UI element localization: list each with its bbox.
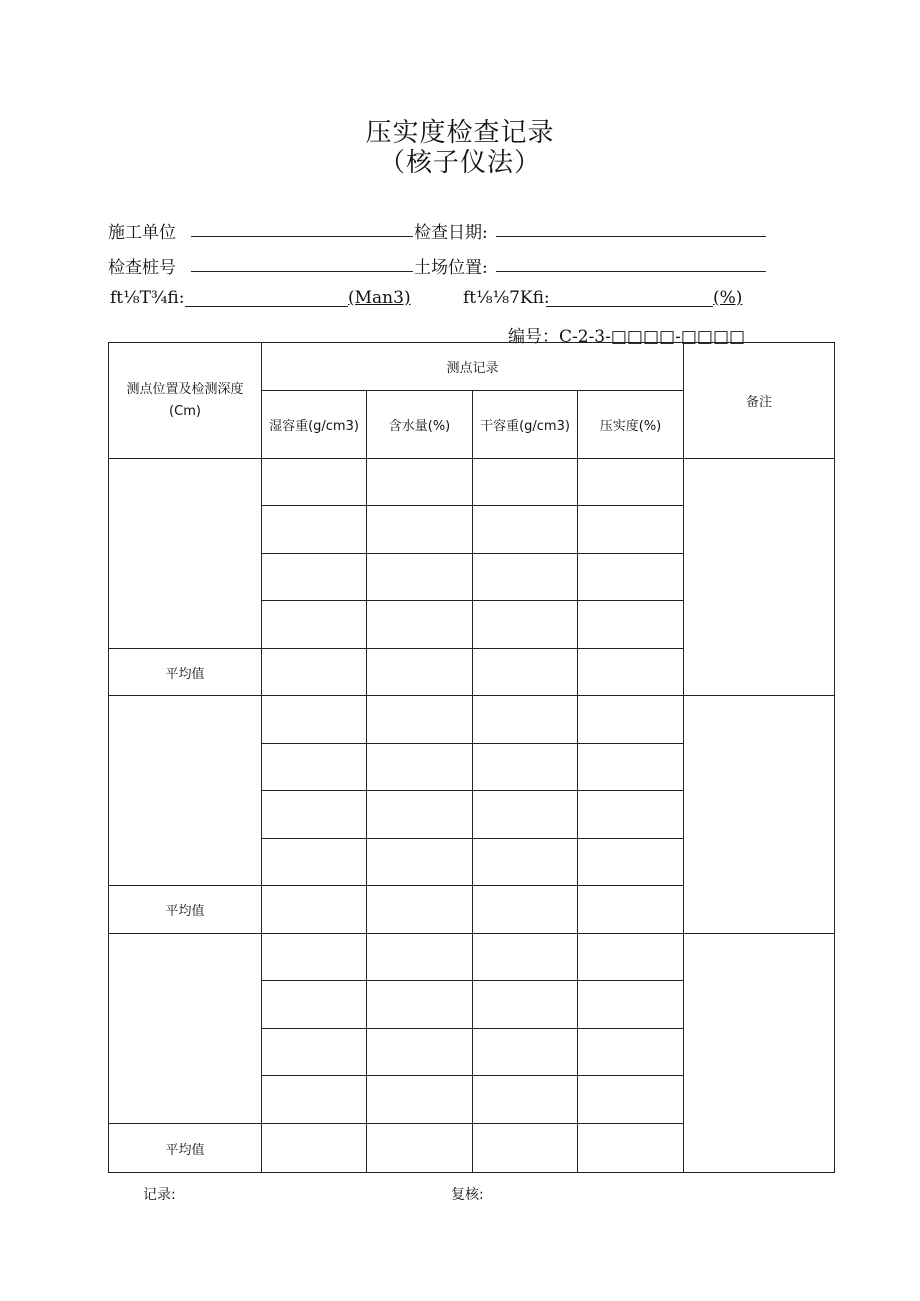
data-cell[interactable] [473, 554, 578, 601]
inspection-station-label: 检查桩号 [108, 258, 176, 278]
data-cell[interactable] [367, 791, 473, 839]
header-compaction: 压实度(%) [578, 391, 684, 459]
data-cell[interactable] [262, 506, 367, 554]
inspection-station-field[interactable] [191, 271, 413, 272]
data-cell[interactable] [262, 696, 367, 744]
data-cell[interactable] [473, 601, 578, 649]
data-cell[interactable] [262, 649, 367, 696]
data-cell[interactable] [578, 981, 684, 1029]
data-cell[interactable] [473, 886, 578, 934]
document-subtitle: （核子仪法） [378, 148, 541, 178]
max-dry-density-field[interactable] [185, 306, 348, 307]
location-cell[interactable] [109, 459, 262, 649]
average-label: 平均值 [109, 1124, 262, 1173]
data-cell[interactable] [578, 886, 684, 934]
data-cell[interactable] [473, 791, 578, 839]
data-cell[interactable] [367, 1124, 473, 1173]
data-cell[interactable] [473, 839, 578, 886]
data-cell[interactable] [578, 934, 684, 981]
optimum-moisture-field[interactable] [546, 306, 713, 307]
data-cell[interactable] [473, 1029, 578, 1076]
remarks-cell[interactable] [684, 696, 835, 934]
data-cell[interactable] [473, 1124, 578, 1173]
data-cell[interactable] [473, 1076, 578, 1124]
data-cell[interactable] [367, 696, 473, 744]
data-cell[interactable] [578, 506, 684, 554]
data-cell[interactable] [473, 506, 578, 554]
compaction-table [108, 342, 835, 1173]
table-row [109, 696, 835, 744]
data-cell[interactable] [473, 934, 578, 981]
data-cell[interactable] [367, 839, 473, 886]
max-dry-density-unit: (Man3) [348, 288, 411, 308]
data-cell[interactable] [262, 1029, 367, 1076]
data-cell[interactable] [262, 1076, 367, 1124]
data-cell[interactable] [473, 459, 578, 506]
data-cell[interactable] [262, 934, 367, 981]
remarks-cell[interactable] [684, 934, 835, 1173]
inspection-date-label: 检查日期: [414, 223, 488, 243]
form-code: 编号：C-2-3-□□□□-□□□□ [508, 327, 746, 347]
construction-unit-label: 施工单位 [108, 223, 176, 243]
data-cell[interactable] [367, 1076, 473, 1124]
recorder-label: 记录: [143, 1187, 176, 1203]
optimum-moisture-unit: (%) [713, 288, 743, 308]
reviewer-label: 复核: [451, 1187, 484, 1203]
table-row [109, 934, 835, 981]
average-label: 平均值 [109, 649, 262, 696]
data-cell[interactable] [367, 981, 473, 1029]
location-cell[interactable] [109, 696, 262, 886]
data-cell[interactable] [578, 601, 684, 649]
header-wet-density: 湿容重(g/cm3) [262, 391, 367, 459]
data-cell[interactable] [262, 981, 367, 1029]
data-cell[interactable] [367, 1029, 473, 1076]
data-cell[interactable] [578, 1076, 684, 1124]
data-cell[interactable] [473, 649, 578, 696]
data-cell[interactable] [367, 601, 473, 649]
data-cell[interactable] [367, 649, 473, 696]
data-cell[interactable] [262, 1124, 367, 1173]
data-cell[interactable] [262, 886, 367, 934]
borrow-location-field[interactable] [496, 271, 766, 272]
document-title: 压实度检查记录 [365, 118, 555, 148]
data-cell[interactable] [367, 934, 473, 981]
data-cell[interactable] [473, 744, 578, 791]
data-cell[interactable] [367, 459, 473, 506]
location-cell[interactable] [109, 934, 262, 1124]
data-cell[interactable] [367, 886, 473, 934]
data-cell[interactable] [578, 1124, 684, 1173]
data-cell[interactable] [262, 839, 367, 886]
data-cell[interactable] [262, 459, 367, 506]
construction-unit-field[interactable] [191, 236, 413, 237]
data-cell[interactable] [578, 696, 684, 744]
header-dry-density: 干容重(g/cm3) [473, 391, 578, 459]
table-row [109, 459, 835, 506]
data-cell[interactable] [473, 696, 578, 744]
data-cell[interactable] [367, 744, 473, 791]
optimum-moisture-label: ft⅛⅛7Kfi: [463, 288, 550, 308]
data-cell[interactable] [367, 554, 473, 601]
inspection-date-field[interactable] [496, 236, 766, 237]
data-cell[interactable] [578, 459, 684, 506]
data-cell[interactable] [578, 791, 684, 839]
header-measurement-record: 测点记录 [262, 343, 684, 391]
data-cell[interactable] [578, 554, 684, 601]
data-cell[interactable] [262, 744, 367, 791]
average-label: 平均值 [109, 886, 262, 934]
data-cell[interactable] [262, 601, 367, 649]
data-cell[interactable] [262, 791, 367, 839]
data-cell[interactable] [578, 1029, 684, 1076]
header-location-depth: 测点位置及检测深度(Cm) [109, 343, 262, 459]
data-cell[interactable] [262, 554, 367, 601]
max-dry-density-label: ft⅛T¾fi: [110, 288, 185, 308]
data-cell[interactable] [578, 649, 684, 696]
header-remarks: 备注 [684, 343, 835, 459]
data-cell[interactable] [473, 981, 578, 1029]
remarks-cell[interactable] [684, 459, 835, 696]
data-cell[interactable] [367, 506, 473, 554]
header-moisture-content: 含水量(%) [367, 391, 473, 459]
data-cell[interactable] [578, 839, 684, 886]
borrow-location-label: 土场位置: [414, 258, 488, 278]
data-cell[interactable] [578, 744, 684, 791]
